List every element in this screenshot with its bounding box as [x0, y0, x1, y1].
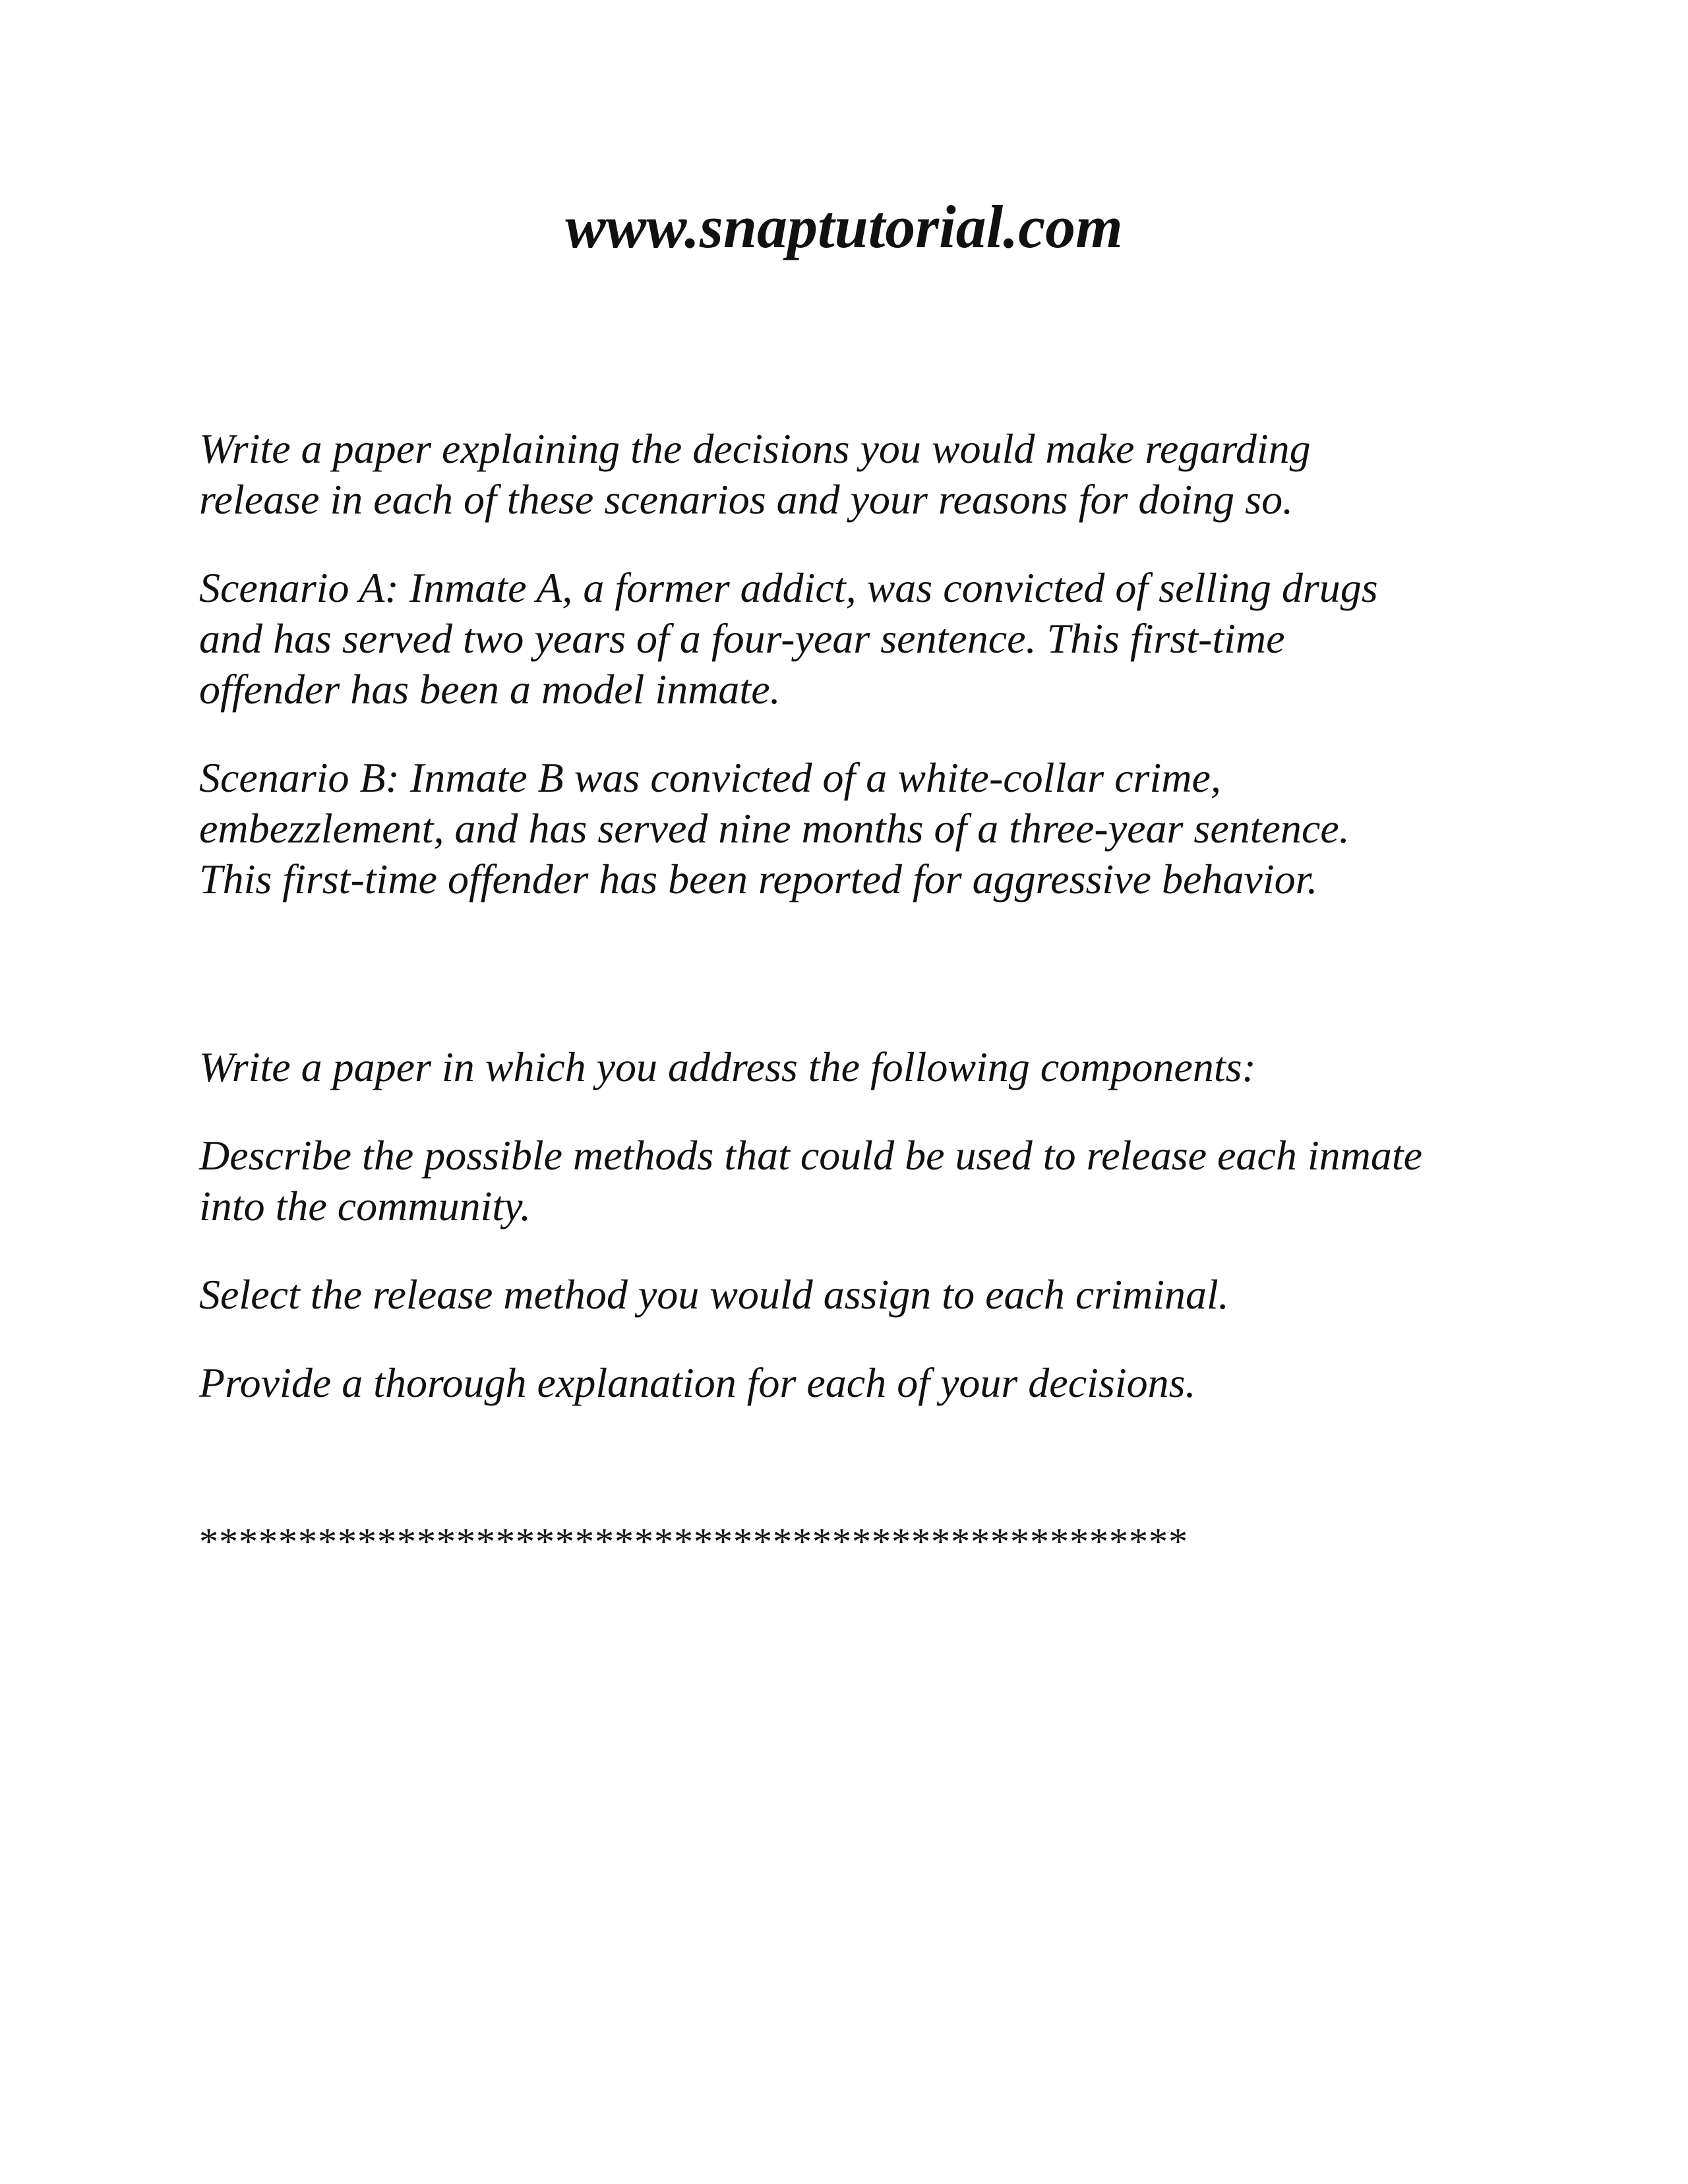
provide-component-paragraph: Provide a thorough explanation for each of your decisions. — [199, 1359, 1196, 1406]
select-component-paragraph: Select the release method you would assign to each criminal. — [199, 1271, 1229, 1318]
site-url-title: www.snaptutorial.com — [565, 193, 1123, 260]
document-body — [199, 423, 1518, 1540]
describe-component-paragraph: Describe the possible methods that could be used to release each inmate into the community. — [199, 1132, 1422, 1229]
scenario-b-paragraph: Scenario B: Inmate B was convicted of a white-collar crime, embezzlement, and has served nine months of a three-year sentence. This first-time offender has been reported for aggressive behavior. — [199, 754, 1350, 902]
asterisk-separator: ************************************************** — [199, 1520, 1188, 1563]
components-intro-paragraph: Write a paper in which you address the following components: — [199, 1044, 1256, 1090]
scenario-a-paragraph: Scenario A: Inmate A, a former addict, was convicted of selling drugs and has served two years of a four-year sentence. This first-time offender has been a model inmate. — [199, 564, 1378, 713]
intro-paragraph: Write a paper explaining the decisions you would make regarding release in each of these scenarios and your reasons for doing so. — [199, 425, 1311, 523]
